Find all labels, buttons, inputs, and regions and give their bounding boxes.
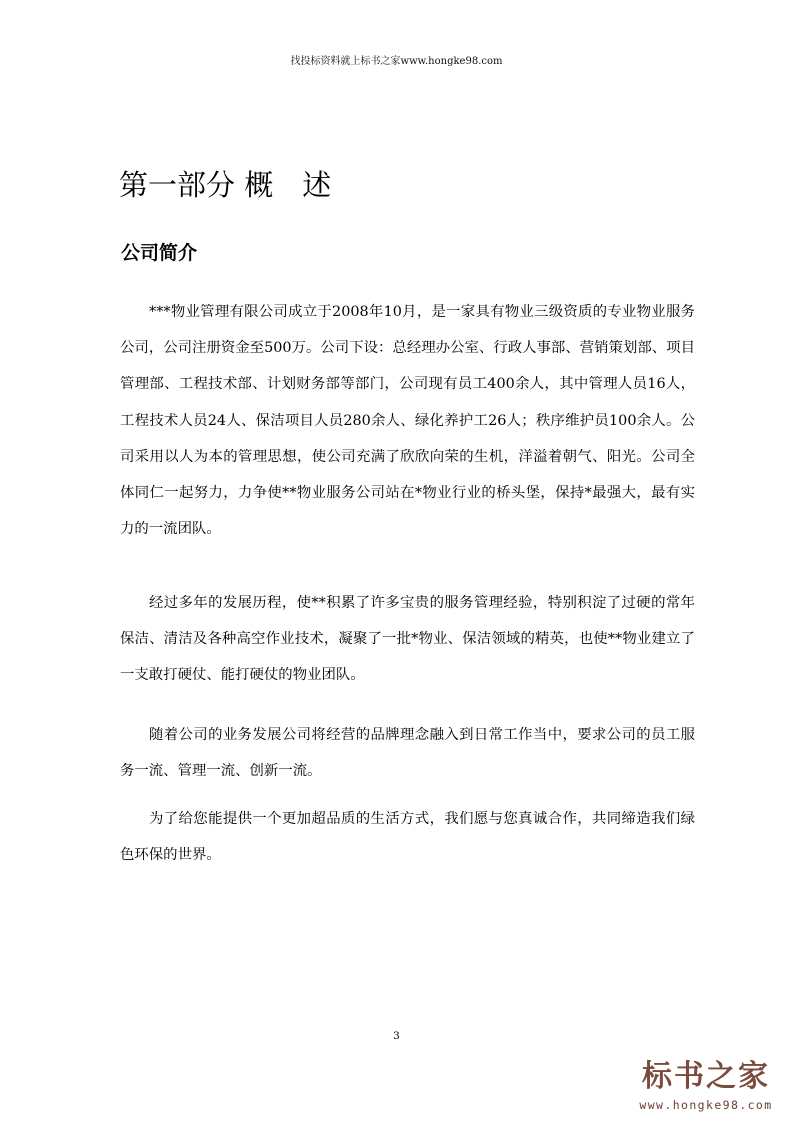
part-title: 第一部分 概 述 bbox=[119, 168, 332, 202]
watermark-url: www.hongke98.com bbox=[639, 1098, 773, 1112]
watermark-logo bbox=[633, 1059, 779, 1112]
header-note: 找投标资料就上标书之家www.hongke98.com bbox=[290, 56, 503, 67]
watermark-logo-text: 标书之家 bbox=[642, 1059, 770, 1094]
paragraph-company-overview: ***物业管理有限公司成立于2008年10月，是一家具有物业三级资质的专业物业服务公司，公司注册资金至500万。公司下设：总经理办公室、行政人事部、营销策划部、项目管理部、工程技术部、计划财务部等部门，公司现有员工400余人，其中管理人员16人，工程技术人员24人、保洁项目人员280余人、绿化养护工26人；秩序维护员100余人。公司采用以人为本的管理思想，使公司充满了欣欣向荣的生机，洋溢着朝气、阳光。公司全体同仁一起努力，力争使**物业服务公司站在*物业行业的桥头堡，保持*最强大，最有实力的一流团队。 bbox=[120, 304, 695, 538]
paragraph-brand-philosophy: 随着公司的业务发展公司将经营的品牌理念融入到日常工作当中，要求公司的员工服务一流、管理一流、创新一流。 bbox=[120, 727, 695, 780]
paragraph-development-history: 经过多年的发展历程，使**积累了许多宝贵的服务管理经验，特别积淀了过硬的常年保洁、清洁及各种高空作业技术，凝聚了一批*物业、保洁领域的精英，也使**物业建立了一支敢打硬仗、能打硬仗的物业团队。 bbox=[120, 595, 695, 684]
paragraph-cooperation: 为了给您能提供一个更加超品质的生活方式，我们愿与您真诚合作，共同缔造我们绿色环保的世界。 bbox=[120, 811, 695, 864]
section-title: 公司简介 bbox=[121, 242, 198, 264]
page-number: 3 bbox=[393, 1030, 400, 1042]
